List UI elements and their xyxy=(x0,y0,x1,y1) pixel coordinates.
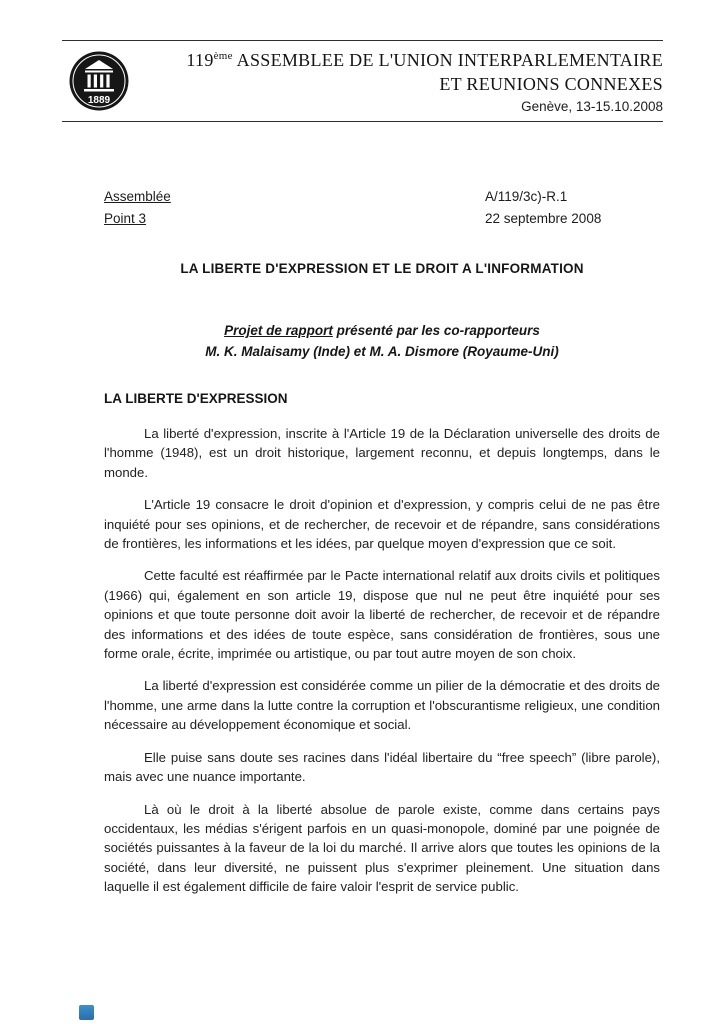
point-label: Point 3 xyxy=(104,211,147,226)
meta-right-block xyxy=(485,186,601,230)
document-meta xyxy=(104,186,660,230)
corner-artifact xyxy=(79,1005,94,1020)
venue-date: Genève, 13-15.10.2008 xyxy=(521,99,663,114)
report-presented-by: présenté par les co-rapporteurs xyxy=(332,323,540,338)
paragraph-1: La liberté d'expression, inscrite à l'Article 19 de la Déclaration universelle des droits de l'homme (1948), est un droit historique, largement reconnu, et depuis longtemps, dans le monde. xyxy=(104,426,660,480)
assembly-title-line1 xyxy=(62,48,663,72)
report-type: Projet de rapport xyxy=(224,323,333,338)
paragraph-6: Là où le droit à la liberté absolue de parole existe, comme dans certains pays occidentaux, les médias s'érigent parfois en un quasi-monopole, dominé par une poignée de sociétés puissantes à la faveur de la loi du marché. Il arrive alors que toutes les opinions de la société, dans leur diversité, ne puissent plus s'exprimer pleinement. Une situation dans laquelle il est également difficile de faire valoir l'esprit de service public. xyxy=(104,801,660,895)
assembly-ordinal: ème xyxy=(213,50,233,62)
header-text-block xyxy=(62,48,663,116)
document-date: 22 septembre 2008 xyxy=(485,211,602,226)
document-title: LA LIBERTE D'EXPRESSION ET LE DROIT A L'INFORMATION xyxy=(180,261,584,276)
rapporteurs: M. K. Malaisamy (Inde) et M. A. Dismore (Royaume-Uni) xyxy=(205,344,559,359)
section-heading: LA LIBERTE D'EXPRESSION xyxy=(104,391,288,406)
subtitle-line1 xyxy=(104,320,660,341)
assembly-label: Assemblée xyxy=(104,189,171,204)
document-reference: A/119/3c)-R.1 xyxy=(485,189,568,204)
paragraph-4: La liberté d'expression est considérée comme un pilier de la démocratie et des droits de l'homme, une arme dans la lutte contre la corruption et l'obscurantisme religieux, une condition nécessaire au développement économique et social. xyxy=(104,678,660,733)
logo-year: 1889 xyxy=(87,95,111,106)
document-subtitle xyxy=(104,320,660,362)
document-body xyxy=(104,391,660,910)
assembly-number: 119 xyxy=(186,50,214,70)
assembly-title-text: ASSEMBLEE DE L'UNION INTERPARLEMENTAIRE xyxy=(232,50,663,70)
assembly-title-line2: ET REUNIONS CONNEXES xyxy=(439,74,663,94)
paragraph-5: Elle puise sans doute ses racines dans l'idéal libertaire du “free speech” (libre parole), mais avec une nuance importante. xyxy=(104,749,660,785)
paragraph-3: Cette faculté est réaffirmée par le Pacte international relatif aux droits civils et politiques (1966) qui, également en son article 19, dispose que nul ne peut être inquiété pour ses opinions et que toute personne doit avoir la liberté de rechercher, de recevoir et de répandre des informations et des idées de toute espèce, sans considération de frontières, sous une forme orale, écrite, imprimée ou artistique, ou par tout autre moyen de son choix. xyxy=(104,568,660,662)
document-header xyxy=(62,40,663,122)
paragraph-2: L'Article 19 consacre le droit d'opinion et d'expression, y compris celui de ne pas être inquiété pour ses opinions, et de rechercher, de recevoir et de répandre, sans considérations de frontières, les informations et les idées, par quelque moyen d'expression que ce soit. xyxy=(104,497,660,552)
